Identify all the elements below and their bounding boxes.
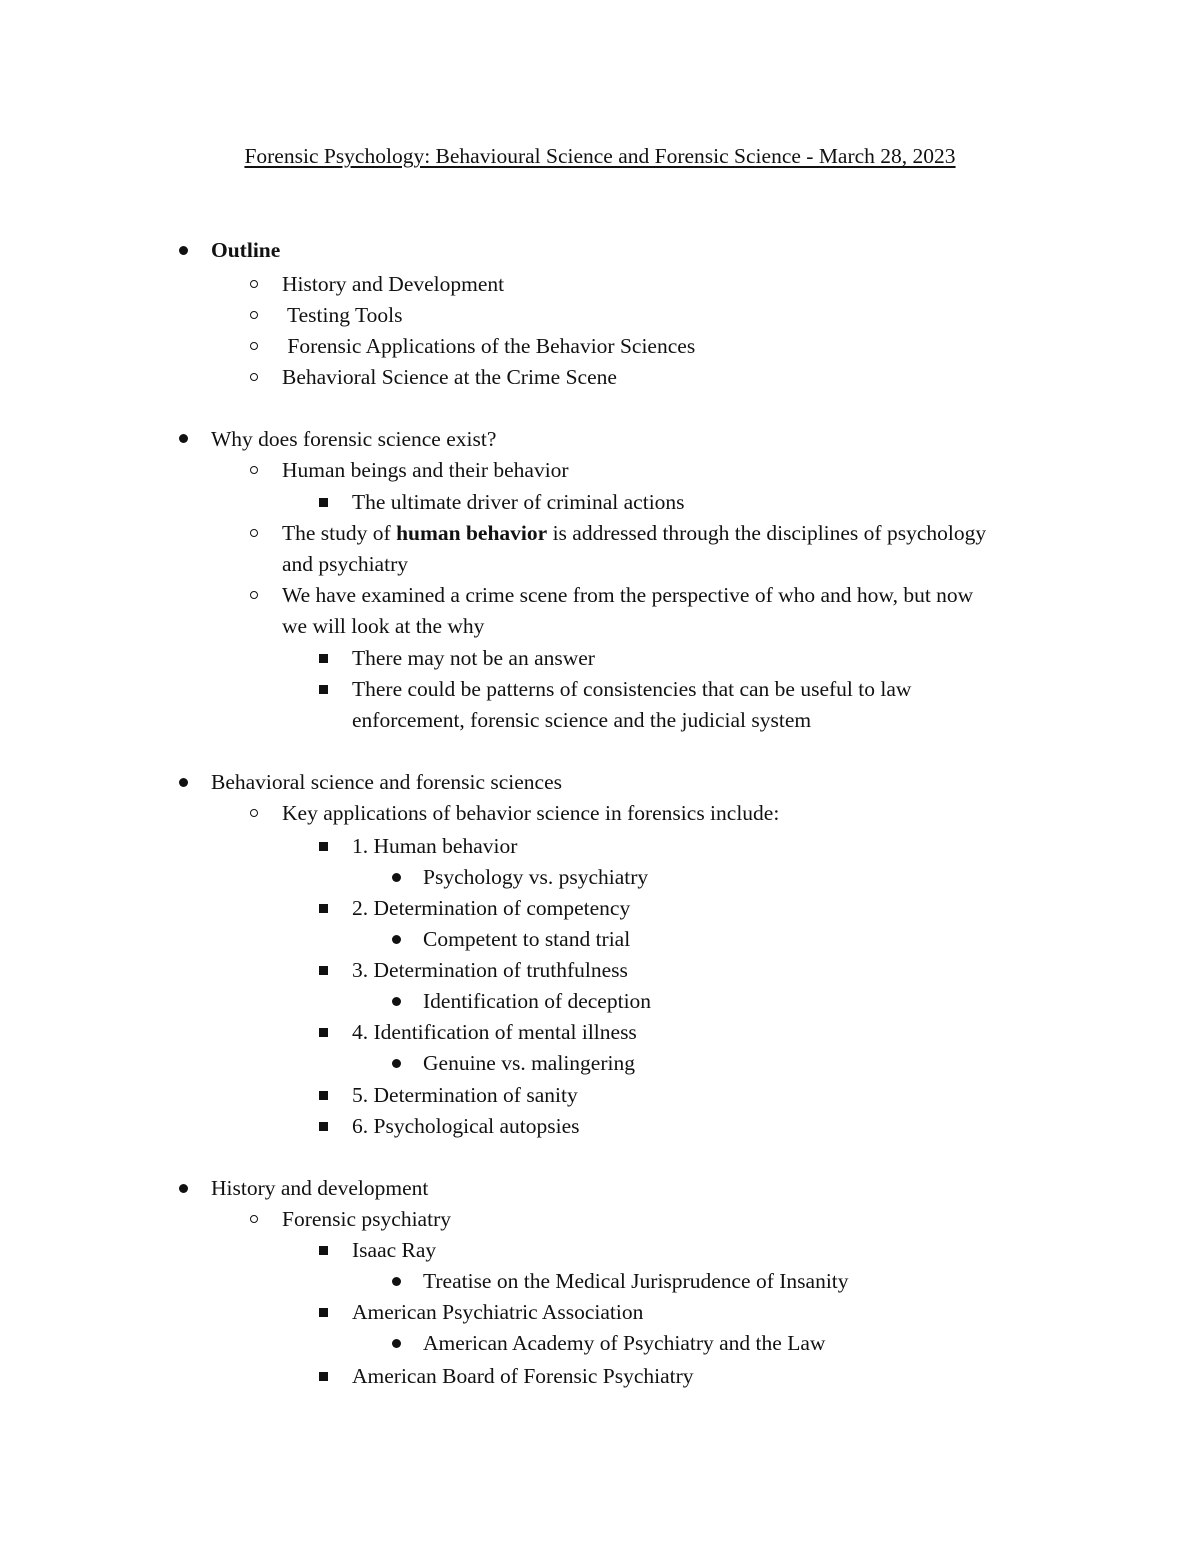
bullet-icon [179,434,188,443]
square-bullet-icon [319,498,328,507]
circle-bullet-icon [250,280,258,288]
bullet-icon [392,1277,401,1286]
bullet-icon [179,778,188,787]
page-title: Forensic Psychology: Behavioural Science and Forensic Science - March 28, 2023 [244,144,956,168]
circle-bullet-icon [250,373,258,381]
list-item-continuation: and psychiatry [282,552,408,576]
square-bullet-icon [319,1308,328,1317]
list-item: American Board of Forensic Psychiatry [352,1364,694,1388]
list-item: 3. Determination of truthfulness [352,958,628,982]
square-bullet-icon [319,1028,328,1037]
list-item: 6. Psychological autopsies [352,1114,580,1138]
list-item: Psychology vs. psychiatry [423,865,649,889]
list-item: Genuine vs. malingering [423,1051,635,1075]
list-item: Identification of deception [423,989,652,1013]
list-item: American Academy of Psychiatry and the Law [423,1331,826,1355]
bullet-icon [179,246,188,255]
why-heading: Why does forensic science exist? [211,427,497,451]
square-bullet-icon [319,685,328,694]
square-bullet-icon [319,966,328,975]
list-item: 4. Identification of mental illness [352,1020,637,1044]
circle-bullet-icon [250,591,258,599]
outline-item: Testing Tools [282,303,403,327]
square-bullet-icon [319,654,328,663]
list-item: American Psychiatric Association [352,1300,644,1324]
list-item: 1. Human behavior [352,834,518,858]
outline-heading: Outline [211,238,281,262]
bullet-icon [179,1184,188,1193]
square-bullet-icon [319,842,328,851]
bullet-icon [392,1059,401,1068]
list-item: Isaac Ray [352,1238,437,1262]
square-bullet-icon [319,1122,328,1131]
behavioral-heading: Behavioral science and forensic sciences [211,770,563,794]
square-bullet-icon [319,1246,328,1255]
circle-bullet-icon [250,529,258,537]
circle-bullet-icon [250,1215,258,1223]
list-item: Human beings and their behavior [282,458,569,482]
outline-item: Behavioral Science at the Crime Scene [282,365,617,389]
list-item-continuation: we will look at the why [282,614,485,638]
circle-bullet-icon [250,342,258,350]
bullet-icon [392,873,401,882]
list-item: The ultimate driver of criminal actions [352,490,685,514]
history-heading: History and development [211,1176,429,1200]
list-item-continuation: enforcement, forensic science and the judicial system [352,708,812,732]
list-item: Forensic psychiatry [282,1207,451,1231]
outline-item: Forensic Applications of the Behavior Sciences [282,334,696,358]
list-item: Treatise on the Medical Jurisprudence of Insanity [423,1269,849,1293]
circle-bullet-icon [250,809,258,817]
list-item: 2. Determination of competency [352,896,631,920]
list-item: There may not be an answer [352,646,595,670]
square-bullet-icon [319,1091,328,1100]
list-item: 5. Determination of sanity [352,1083,578,1107]
list-item: There could be patterns of consistencies that can be useful to law [352,677,912,701]
circle-bullet-icon [250,311,258,319]
bullet-icon [392,997,401,1006]
square-bullet-icon [319,1372,328,1381]
list-item: We have examined a crime scene from the perspective of who and how, but now [282,583,974,607]
outline-item: History and Development [282,272,505,296]
square-bullet-icon [319,904,328,913]
list-item: Key applications of behavior science in forensics include: [282,801,780,825]
circle-bullet-icon [250,466,258,474]
list-item: The study of human behavior is addressed through the disciplines of psychology [282,521,987,545]
bullet-icon [392,1339,401,1348]
bullet-icon [392,935,401,944]
list-item: Competent to stand trial [423,927,631,951]
